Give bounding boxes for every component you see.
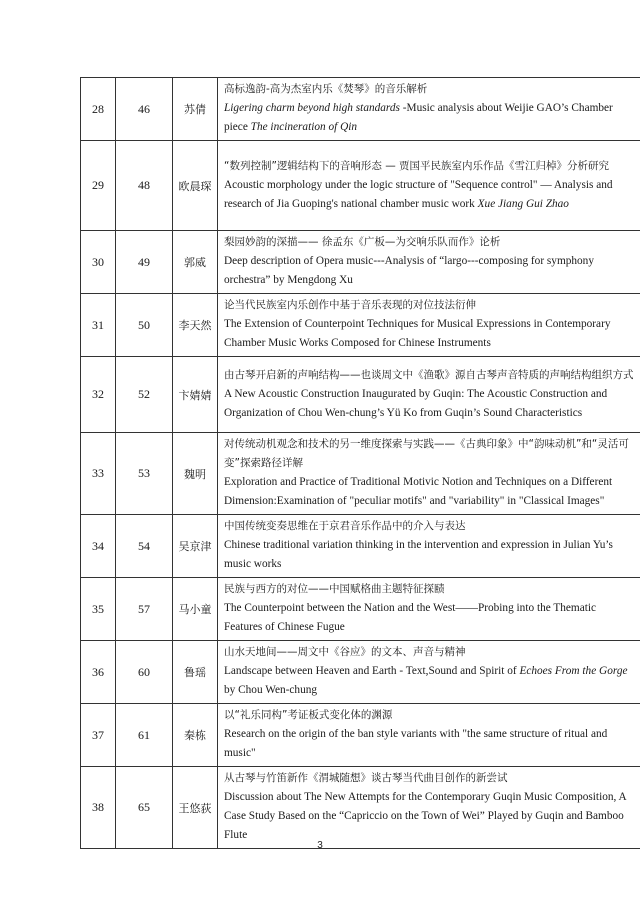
title-english	[224, 725, 634, 763]
row-number: 32	[81, 357, 116, 433]
title-english	[224, 99, 634, 137]
title-english-italic: The incineration of Qin	[250, 121, 358, 133]
article-title	[218, 78, 640, 141]
author-name: 李天然	[173, 294, 218, 357]
article-title	[218, 357, 640, 433]
table-row	[81, 231, 640, 294]
table-row	[81, 78, 640, 141]
title-chinese: 梨园妙韵的深描—— 徐孟东《广板—为交响乐队而作》论析	[224, 236, 501, 248]
table-row	[81, 641, 640, 704]
author-name: 鲁瑶	[173, 641, 218, 704]
title-chinese: 对传统动机观念和技术的另一维度探索与实践——《古典印象》中“韵味动机”和“灵活可变”探索路径详解	[224, 438, 629, 469]
author-name: 王悠荻	[173, 767, 218, 849]
article-title	[218, 704, 640, 767]
row-number: 28	[81, 78, 116, 141]
title-chinese: 由古琴开启新的声响结构——也谈周文中《渔歌》源自古琴声音特质的声响结构组织方式	[224, 368, 634, 381]
page-ref: 52	[116, 357, 173, 433]
row-number: 30	[81, 231, 116, 294]
row-number: 34	[81, 515, 116, 578]
table-row	[81, 357, 640, 433]
title-english-italic: Xue Jiang Gui Zhao	[477, 197, 569, 210]
title-chinese: 以“礼乐同构”考证板式变化体的渊源	[224, 709, 393, 721]
row-number: 35	[81, 578, 116, 641]
row-number: 38	[81, 767, 116, 849]
page-ref: 60	[116, 641, 173, 704]
page-number: 3	[317, 840, 323, 851]
title-chinese: 山水天地间——周文中《谷应》的文本、声音与精神	[224, 646, 466, 658]
title-english-text: Discussion about The New Attempts for the Contemporary Guqin Music Composition, A Case Study Based on the “Capriccio on the Town of Wei” Played by Guqin and Bamboo Flute	[224, 791, 627, 841]
table-row	[81, 704, 640, 767]
title-english-italic: Ligering charm beyond high standards	[224, 102, 400, 114]
title-english-text: The Counterpoint between the Nation and the West——Probing into the Thematic Features of Chinese Fugue	[224, 602, 597, 633]
author-name: 吴京津	[173, 515, 218, 578]
title-english-text: Exploration and Practice of Traditional Motivic Notion and Techniques on a Different Dimension:Examination of "peculiar motifs" and "variability" in "Classical Images"	[224, 476, 613, 507]
contents-table	[80, 77, 640, 849]
author-name: 马小童	[173, 578, 218, 641]
author-name: 魏明	[173, 433, 218, 515]
contents-table-body	[81, 78, 640, 849]
title-english	[224, 473, 634, 511]
article-title	[218, 141, 640, 231]
title-english-italic: Echoes From the Gorge	[519, 665, 628, 677]
title-english	[224, 788, 634, 845]
page-ref: 54	[116, 515, 173, 578]
title-english-text: Landscape between Heaven and Earth - Text,Sound and Spirit of	[224, 665, 520, 677]
title-english	[224, 315, 634, 353]
article-title	[218, 294, 640, 357]
title-chinese: 中国传统变奏思维在于京君音乐作品中的介入与表达	[224, 520, 466, 532]
title-chinese: 高标逸韵-高为杰室内乐《焚琴》的音乐解析	[224, 83, 428, 95]
title-chinese: 论当代民族室内乐创作中基于音乐表现的对位技法衍伸	[224, 299, 476, 311]
author-name: 苏倩	[173, 78, 218, 141]
row-number: 37	[81, 704, 116, 767]
author-name: 秦栋	[173, 704, 218, 767]
page-ref: 61	[116, 704, 173, 767]
table-row	[81, 767, 640, 849]
row-number: 31	[81, 294, 116, 357]
article-title	[218, 767, 640, 849]
article-title	[218, 231, 640, 294]
title-chinese: 民族与西方的对位——中国赋格曲主题特征探赜	[224, 583, 445, 595]
title-english	[224, 599, 634, 637]
article-title	[218, 578, 640, 641]
title-chinese: 从古琴与竹笛新作《渭城随想》谈古琴当代曲目创作的新尝试	[224, 772, 508, 784]
article-title	[218, 515, 640, 578]
title-english-text: The Extension of Counterpoint Techniques for Musical Expressions in Contemporary Chamber Music Works Composed for Chinese Instruments	[224, 318, 611, 349]
page-ref: 53	[116, 433, 173, 515]
table-row	[81, 515, 640, 578]
page-ref: 65	[116, 767, 173, 849]
row-number: 36	[81, 641, 116, 704]
title-chinese: “数列控制”逻辑结构下的音响形态 — 贾国平民族室内乐作品《雪江归棹》分析研究	[224, 159, 610, 172]
page-ref: 57	[116, 578, 173, 641]
title-english	[224, 176, 634, 214]
title-english-text: by Chou Wen-chung	[224, 684, 318, 696]
table-row	[81, 141, 640, 231]
author-name: 郭威	[173, 231, 218, 294]
table-row	[81, 433, 640, 515]
title-english	[224, 662, 634, 700]
page-ref: 46	[116, 78, 173, 141]
title-english-text: Chinese traditional variation thinking in the intervention and expression in Julian Yu’s music works	[224, 539, 613, 570]
table-row	[81, 294, 640, 357]
title-english-text: A New Acoustic Construction Inaugurated by Guqin: The Acoustic Construction and Organization of Chou Wen-chung’s Yü Ko from Guqin’s Sound Characteristics	[224, 387, 608, 419]
author-name: 欧晨琛	[173, 141, 218, 231]
page-ref: 48	[116, 141, 173, 231]
page-ref: 49	[116, 231, 173, 294]
table-row	[81, 578, 640, 641]
author-name: 卞婧婧	[173, 357, 218, 433]
title-english	[224, 536, 634, 574]
article-title	[218, 641, 640, 704]
page-ref: 50	[116, 294, 173, 357]
title-english	[224, 385, 634, 423]
title-english	[224, 252, 634, 290]
title-english-text: Acoustic morphology under the logic structure of "Sequence control" — Analysis and research of Jia Guoping's national chamber music work	[224, 178, 613, 210]
row-number: 33	[81, 433, 116, 515]
row-number: 29	[81, 141, 116, 231]
title-english-text: Research on the origin of the ban style variants with "the same structure of ritual and music"	[224, 728, 608, 759]
title-english-text: Deep description of Opera music---Analysis of “largo---composing for symphony orchestra” by Mengdong Xu	[224, 255, 594, 286]
article-title	[218, 433, 640, 515]
title-english-text: -Music analysis about Weijie GAO’s Chamber piece	[224, 102, 613, 133]
